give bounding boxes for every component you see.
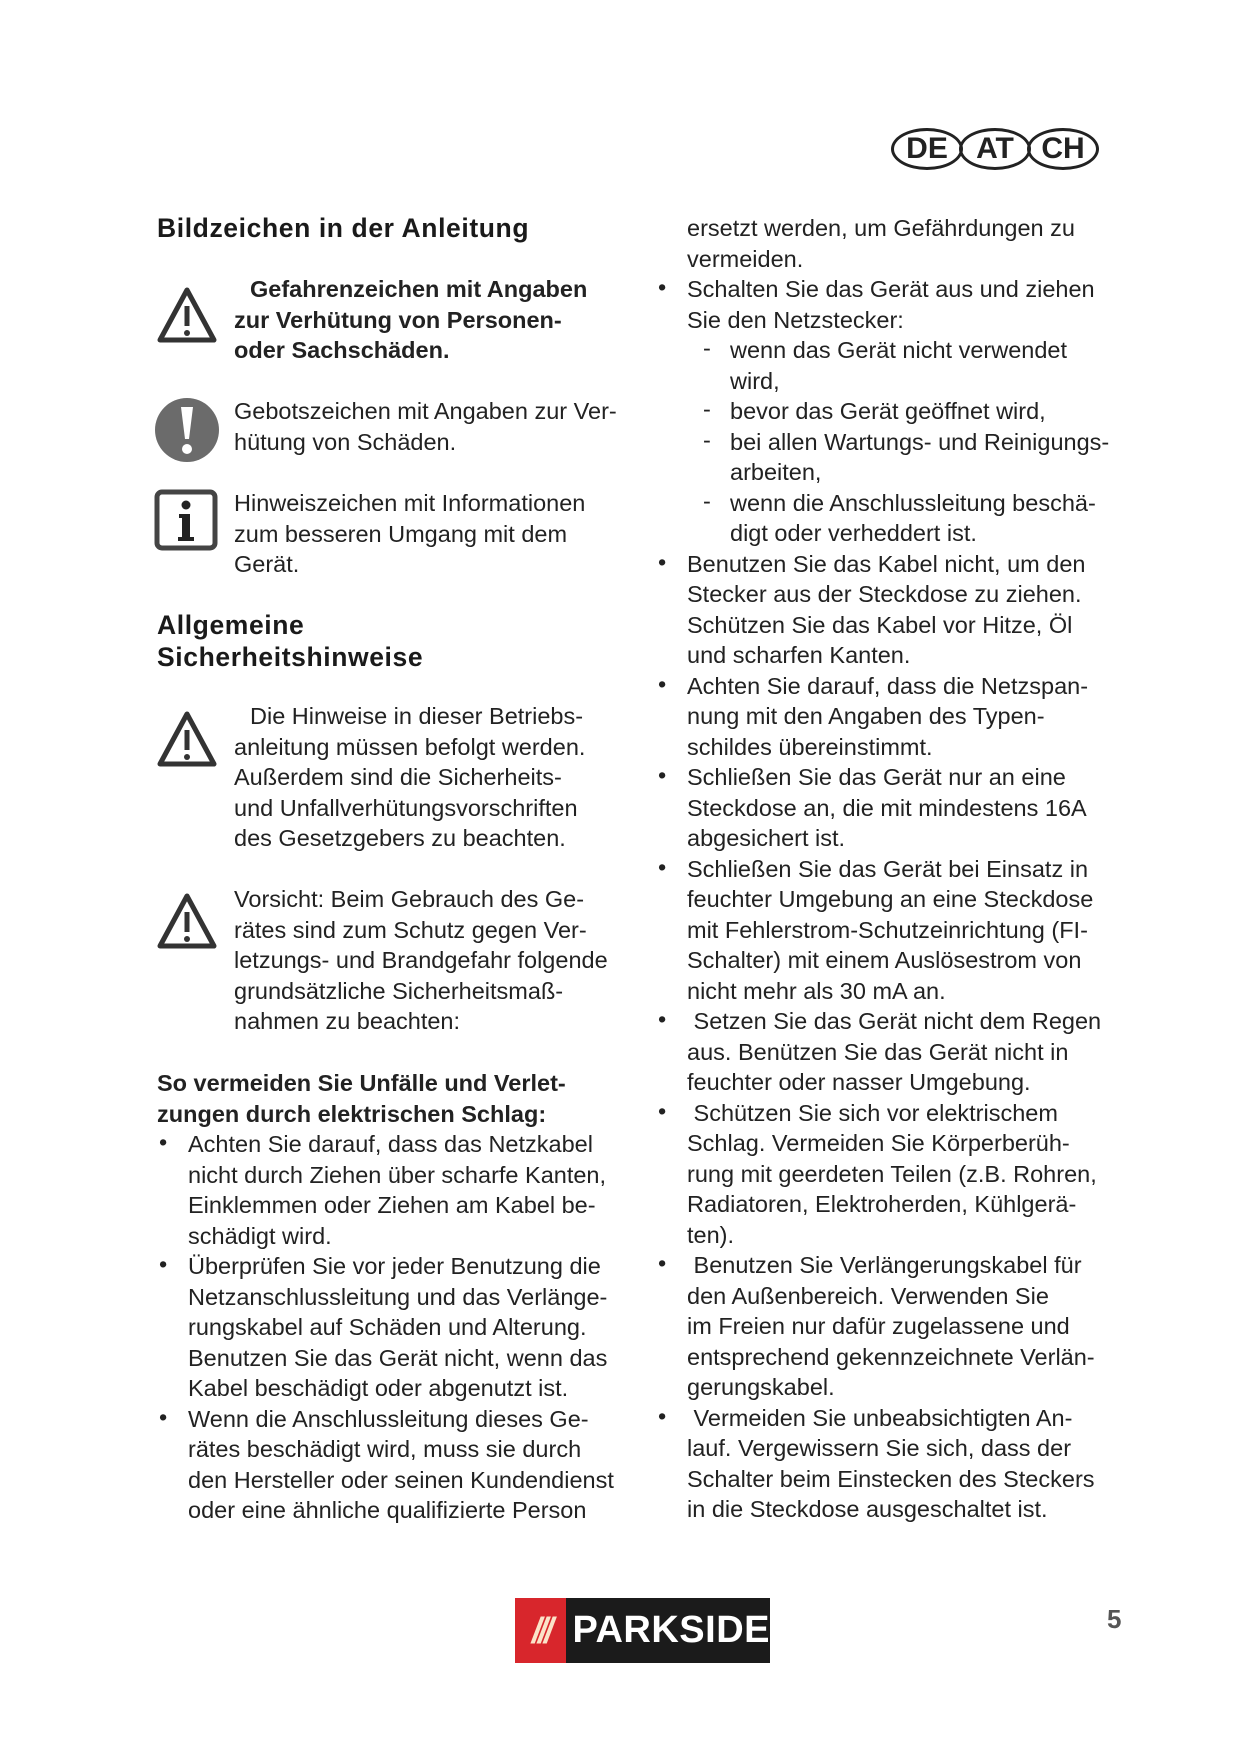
symbol-danger-text	[234, 274, 587, 366]
text-line: wenn das Gerät nicht verwendet	[730, 337, 1068, 363]
bullet-marker: •	[658, 762, 667, 788]
text-line: arbeiten,	[730, 459, 822, 485]
text-line: schildes übereinstimmt.	[687, 733, 933, 760]
dash-item	[703, 396, 1109, 427]
text-line: wenn die Anschlussleitung beschä-	[730, 489, 1096, 516]
bullet-marker: •	[658, 274, 667, 300]
symbol-info-text	[234, 488, 585, 580]
text-line: Radiatoren, Elektroherden, Kühlgerä-	[687, 1191, 1077, 1217]
text-line: rungskabel auf Schäden und Alterung.	[188, 1314, 587, 1340]
dash-marker: -	[703, 396, 711, 422]
text-line: Netzanschlussleitung und das Verlänge-	[188, 1283, 608, 1310]
text-line: Steckdose an, die mit mindestens 16A	[687, 794, 1087, 821]
text-line: Außerdem sind die Sicherheits-	[234, 764, 562, 790]
text-line: mit Fehlerstrom-Schutzeinrichtung (FI-	[687, 916, 1088, 943]
text-line: Einklemmen oder Ziehen am Kabel be-	[188, 1192, 596, 1218]
text-line: Gebotszeichen mit Angaben zur Ver-	[234, 398, 617, 424]
text-line: und scharfen Kanten.	[687, 642, 911, 668]
brand-name: PARKSIDE	[566, 1598, 770, 1663]
bullet-marker: •	[658, 1006, 667, 1032]
text-line: Benutzen Sie Verlängerungskabel für	[687, 1252, 1082, 1278]
text-line: abgesichert ist.	[687, 825, 846, 851]
text-line: Die Hinweise in dieser Betriebs-	[250, 703, 584, 729]
text-line: gerungskabel.	[687, 1374, 835, 1400]
bullet-marker: •	[658, 853, 667, 880]
parkside-logo	[515, 1598, 770, 1663]
text-line: wird,	[730, 367, 780, 394]
text-line: Schließen Sie das Gerät nur an eine	[687, 764, 1066, 790]
text-line: rätes beschädigt wird, muss sie durch	[188, 1436, 582, 1462]
text-line: nicht durch Ziehen über scharfe Kanten,	[188, 1161, 607, 1188]
text-line: zungen durch elektrischen Schlag:	[157, 1100, 547, 1127]
badge-ch: CH	[1027, 128, 1099, 170]
electric-shock-subheading	[157, 1068, 566, 1129]
text-line: grundsätzliche Sicherheitsmaß-	[234, 977, 564, 1004]
text-line: Schlag. Vermeiden Sie Körperberüh-	[687, 1130, 1070, 1156]
right-column	[658, 213, 1110, 1525]
text-line: entsprechend gekennzeichnete Verlän-	[687, 1343, 1095, 1370]
bullet-item	[658, 1097, 1109, 1251]
brand-mark: ///	[515, 1598, 566, 1663]
bullet-marker: •	[159, 1403, 168, 1430]
badge-at: AT	[959, 128, 1031, 170]
bullet-marker: •	[658, 1250, 667, 1276]
bullet-item	[658, 274, 1109, 335]
text-line: Wenn die Anschlussleitung dieses Ge-	[188, 1405, 589, 1432]
continued-text	[687, 213, 1109, 274]
text-line: Überprüfen Sie vor jeder Benutzung die	[188, 1253, 601, 1279]
safety-note-1	[234, 701, 585, 854]
page-number: 5	[1107, 1604, 1122, 1634]
bullet-marker: •	[159, 1251, 168, 1277]
text-line: letzungs- und Brandgefahr folgende	[234, 947, 608, 973]
bullet-item	[658, 1402, 1109, 1525]
text-line: lauf. Vergewissern Sie sich, dass der	[687, 1435, 1072, 1461]
text-line: nicht mehr als 30 mA an.	[687, 977, 946, 1004]
text-line: Gefahrenzeichen mit Angaben	[250, 276, 588, 302]
text-line: ten).	[687, 1221, 735, 1248]
text-line: Schalten Sie das Gerät aus und ziehen	[687, 276, 1095, 302]
text-line: Stecker aus der Steckdose zu ziehen.	[687, 581, 1082, 607]
dash-item	[703, 487, 1109, 549]
text-line: So vermeiden Sie Unfälle und Verlet-	[157, 1070, 566, 1096]
bullet-marker: •	[658, 548, 667, 575]
country-badges	[891, 128, 1095, 170]
text-line: vermeiden.	[687, 245, 804, 272]
mandatory-exclamation-icon	[154, 397, 220, 463]
text-line: Kabel beschädigt oder abgenutzt ist.	[188, 1375, 569, 1401]
info-icon	[154, 489, 218, 551]
text-line: Achten Sie darauf, dass die Netzspan-	[687, 672, 1089, 699]
heading-line: Allgemeine	[157, 610, 305, 640]
bullet-marker: •	[159, 1129, 168, 1155]
symbol-mandatory-text	[234, 396, 617, 457]
text-line: zum besseren Umgang mit dem	[234, 520, 568, 547]
warning-triangle-icon	[156, 892, 218, 950]
text-line: Sie den Netzstecker:	[687, 306, 904, 333]
text-line: den Außenbereich. Verwenden Sie	[687, 1282, 1049, 1309]
text-line: Achten Sie darauf, dass das Netzkabel	[188, 1131, 593, 1157]
text-line: Schützen Sie sich vor elektrischem	[687, 1099, 1058, 1126]
section-heading-symbols: Bildzeichen in der Anleitung	[157, 213, 530, 243]
text-line: in die Steckdose ausgeschaltet ist.	[687, 1496, 1048, 1522]
bullet-item	[658, 853, 1109, 1007]
bullet-item	[658, 548, 1109, 671]
text-line: Benutzen Sie das Kabel nicht, um den	[687, 550, 1086, 577]
bullet-item	[658, 670, 1109, 763]
text-line: Vermeiden Sie unbeabsichtigten An-	[687, 1404, 1073, 1431]
text-line: oder Sachschäden.	[234, 337, 450, 363]
text-line: feuchter oder nasser Umgebung.	[687, 1069, 1031, 1095]
text-line: feuchter Umgebung an eine Steckdose	[687, 886, 1094, 912]
text-line: anleitung müssen befolgt werden.	[234, 733, 586, 760]
section-heading-safety	[157, 609, 423, 673]
text-line: Schließen Sie das Gerät bei Einsatz in	[687, 855, 1089, 882]
text-line: Schützen Sie das Kabel vor Hitze, Öl	[687, 611, 1073, 638]
bullet-item	[658, 1250, 1109, 1403]
dash-marker: -	[703, 426, 711, 453]
dash-marker: -	[703, 335, 711, 361]
bullet-item	[159, 1403, 614, 1526]
safety-note-2	[234, 884, 608, 1037]
text-line: rung mit geerdeten Teilen (z.B. Rohren,	[687, 1160, 1097, 1187]
heading-line: Sicherheitshinweise	[157, 642, 424, 672]
dash-item	[703, 426, 1110, 488]
text-line: hütung von Schäden.	[234, 428, 457, 455]
text-line: Setzen Sie das Gerät nicht dem Regen	[687, 1008, 1102, 1034]
text-line: aus. Benützen Sie das Gerät nicht in	[687, 1038, 1069, 1065]
text-line: Schalter beim Einstecken des Steckers	[687, 1465, 1095, 1492]
bullet-item	[658, 1006, 1109, 1098]
text-line: bevor das Gerät geöffnet wird,	[730, 398, 1046, 424]
text-line: rätes sind zum Schutz gegen Ver-	[234, 916, 587, 943]
text-line: nung mit den Angaben des Typen-	[687, 703, 1045, 729]
text-line: zur Verhütung von Personen-	[234, 306, 562, 333]
text-line: oder eine ähnliche qualifizierte Person	[188, 1497, 587, 1523]
bullet-item	[159, 1129, 614, 1251]
text-line: digt oder verheddert ist.	[730, 520, 977, 546]
text-line: den Hersteller oder seinen Kundendienst	[188, 1466, 614, 1493]
bullet-item	[658, 762, 1109, 854]
bullet-marker: •	[658, 1402, 667, 1429]
text-line: des Gesetzgebers zu beachten.	[234, 825, 566, 851]
text-line: schädigt wird.	[188, 1222, 332, 1249]
warning-triangle-icon	[156, 286, 218, 344]
text-line: Gerät.	[234, 551, 300, 577]
left-bullet-list	[159, 1129, 614, 1526]
badge-de: DE	[891, 128, 963, 170]
bullet-marker: •	[658, 1097, 667, 1124]
text-line: Hinweiszeichen mit Informationen	[234, 490, 586, 516]
text-line: bei allen Wartungs- und Reinigungs-	[730, 428, 1110, 455]
text-line: und Unfallverhütungsvorschriften	[234, 794, 578, 821]
dash-marker: -	[703, 487, 711, 514]
bullet-item	[159, 1251, 614, 1404]
text-line: Schalter) mit einem Auslösestrom von	[687, 947, 1082, 973]
text-line: im Freien nur dafür zugelassene und	[687, 1313, 1070, 1339]
warning-triangle-icon	[156, 710, 218, 768]
text-line: Vorsicht: Beim Gebrauch des Ge-	[234, 886, 585, 912]
text-line: nahmen zu beachten:	[234, 1008, 461, 1034]
text-line: Benutzen Sie das Gerät nicht, wenn das	[188, 1344, 608, 1371]
text-line: ersetzt werden, um Gefährdungen zu	[687, 215, 1075, 241]
bullet-marker: •	[658, 670, 667, 697]
dash-item	[703, 335, 1109, 396]
